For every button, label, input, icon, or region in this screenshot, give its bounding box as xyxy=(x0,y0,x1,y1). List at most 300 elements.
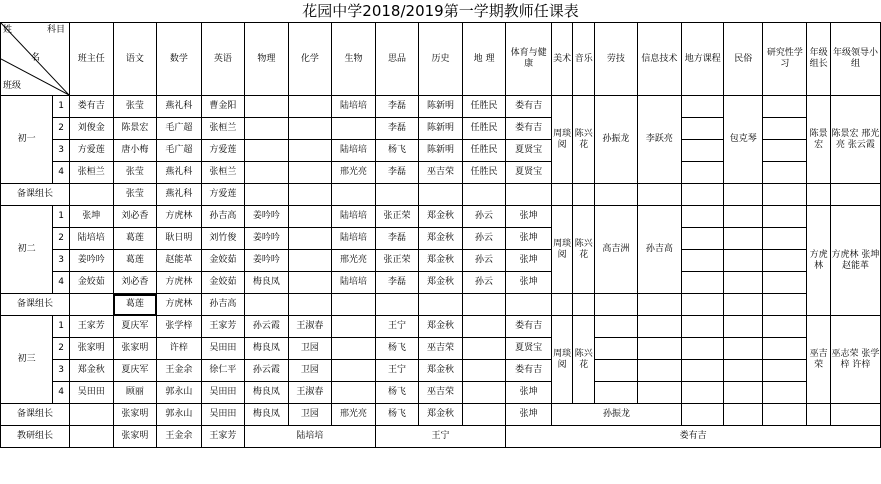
cell xyxy=(70,294,114,316)
cell-selected[interactable]: 葛莲 xyxy=(113,294,157,316)
table-row xyxy=(1,250,881,272)
table-row xyxy=(1,96,881,118)
cell xyxy=(637,184,682,206)
cell: 张莹 xyxy=(113,96,157,118)
prep-row-grade3 xyxy=(1,404,881,426)
cell: 李磊 xyxy=(375,272,419,294)
cell xyxy=(682,404,724,426)
cell xyxy=(763,206,807,228)
grade3-team: 巫志荣 张学梓 许梓 xyxy=(830,316,880,404)
cell xyxy=(682,162,724,184)
cell: 孙吉高 xyxy=(201,206,245,228)
cell xyxy=(724,228,763,250)
prep-label: 备课组长 xyxy=(1,404,70,426)
class-number: 4 xyxy=(53,162,70,184)
grade1-labor: 孙振龙 xyxy=(595,96,638,184)
cell: 王宁 xyxy=(375,316,419,338)
cell xyxy=(830,184,880,206)
cell xyxy=(763,360,807,382)
cell xyxy=(462,382,506,404)
cell xyxy=(245,294,289,316)
table-row xyxy=(1,228,881,250)
cell: 陆培培 xyxy=(70,228,114,250)
cell: 张坤 xyxy=(506,206,551,228)
cell xyxy=(724,294,763,316)
header-it: 信息技术 xyxy=(637,23,682,96)
cell: 梅良凤 xyxy=(245,338,289,360)
cell xyxy=(595,184,638,206)
cell: 刘必香 xyxy=(113,272,157,294)
class-number: 2 xyxy=(53,228,70,250)
cell: 张坤 xyxy=(506,404,551,426)
cell: 孙吉高 xyxy=(201,294,245,316)
sheet-title: 花园中学2018/2019第一学期教师任课表 xyxy=(302,2,579,20)
cell xyxy=(682,338,724,360)
cell: 陆培培 xyxy=(332,272,376,294)
cell xyxy=(288,96,332,118)
cell xyxy=(462,360,506,382)
cell: 姜吟吟 xyxy=(245,250,289,272)
cell: 徐仁平 xyxy=(201,360,245,382)
cell xyxy=(763,96,807,118)
cell: 巫吉荣 xyxy=(419,162,463,184)
cell: 张莹 xyxy=(113,162,157,184)
cell: 杨飞 xyxy=(375,338,419,360)
cell: 陆培培 xyxy=(332,228,376,250)
cell: 张桓兰 xyxy=(201,162,245,184)
header-biology: 生物 xyxy=(332,23,376,96)
cell: 邢光亮 xyxy=(332,250,376,272)
cell: 张坤 xyxy=(506,382,551,404)
class-number: 2 xyxy=(53,118,70,140)
cell: 孙云 xyxy=(462,272,506,294)
cell: 孙振龙 xyxy=(551,404,681,426)
grade1-music: 陈兴花 xyxy=(573,96,595,184)
cell xyxy=(637,360,682,382)
cell xyxy=(332,360,376,382)
table-row xyxy=(1,316,881,338)
cell: 张莹 xyxy=(113,184,157,206)
cell xyxy=(419,184,463,206)
cell: 王宁 xyxy=(375,360,419,382)
class-number: 3 xyxy=(53,360,70,382)
cell: 巫吉荣 xyxy=(419,382,463,404)
cell: 陆培培 xyxy=(332,206,376,228)
table-row xyxy=(1,360,881,382)
table-row xyxy=(1,272,881,294)
cell: 梅良凤 xyxy=(245,272,289,294)
cell xyxy=(682,184,724,206)
header-english: 英语 xyxy=(201,23,245,96)
cell xyxy=(375,294,419,316)
header-music: 音乐 xyxy=(573,23,595,96)
cell: 任胜民 xyxy=(462,140,506,162)
cell: 卫园 xyxy=(288,360,332,382)
header-folk: 民俗 xyxy=(724,23,763,96)
cell: 赵能革 xyxy=(157,250,202,272)
cell xyxy=(595,316,638,338)
cell: 孙云霞 xyxy=(245,316,289,338)
cell xyxy=(724,184,763,206)
cell: 燕礼科 xyxy=(157,162,202,184)
corner-class: 班级 xyxy=(3,81,22,91)
cell: 姜吟吟 xyxy=(245,228,289,250)
header-pe: 体育与健康 xyxy=(506,23,551,96)
cell: 金姣茹 xyxy=(201,250,245,272)
class-number: 3 xyxy=(53,250,70,272)
cell xyxy=(462,404,506,426)
cell xyxy=(375,184,419,206)
cell xyxy=(288,294,332,316)
cell xyxy=(288,140,332,162)
grade3-music: 陈兴花 xyxy=(573,316,595,404)
cell xyxy=(763,404,807,426)
cell xyxy=(70,184,114,206)
cell xyxy=(682,118,724,140)
cell: 许梓 xyxy=(157,338,202,360)
grade3-label: 初三 xyxy=(1,316,53,404)
cell: 陈新明 xyxy=(419,96,463,118)
cell xyxy=(70,404,114,426)
cell xyxy=(462,184,506,206)
cell xyxy=(682,140,724,162)
cell: 邢光亮 xyxy=(332,162,376,184)
header-labor: 劳技 xyxy=(595,23,638,96)
grade1-team: 陈景宏 邢光亮 张云霞 xyxy=(830,96,880,184)
cell: 夏贤宝 xyxy=(506,338,551,360)
cell: 郑金秋 xyxy=(70,360,114,382)
cell: 张家明 xyxy=(113,404,157,426)
cell: 娄有吉 xyxy=(506,316,551,338)
cell: 卫园 xyxy=(288,404,332,426)
cell xyxy=(763,162,807,184)
cell: 郭永山 xyxy=(157,382,202,404)
header-grade-team: 年级领导小组 xyxy=(830,23,880,96)
cell xyxy=(763,140,807,162)
corner-header xyxy=(1,23,70,96)
cell xyxy=(506,184,551,206)
cell xyxy=(332,118,376,140)
cell: 顾丽 xyxy=(113,382,157,404)
cell: 郭永山 xyxy=(157,404,202,426)
cell xyxy=(763,294,807,316)
prep-label: 备课组长 xyxy=(1,294,70,316)
grade1-art: 周琰阅 xyxy=(551,96,573,184)
cell xyxy=(637,382,682,404)
class-number: 4 xyxy=(53,382,70,404)
cell: 娄有吉 xyxy=(506,96,551,118)
cell: 夏庆军 xyxy=(113,360,157,382)
grade2-art: 周琰阅 xyxy=(551,206,573,294)
cell xyxy=(830,404,880,426)
grade1-label: 初一 xyxy=(1,96,53,184)
cell xyxy=(682,250,724,272)
grade2-music: 陈兴花 xyxy=(573,206,595,294)
cell xyxy=(288,118,332,140)
grade1-it: 李跃亮 xyxy=(637,96,682,184)
cell: 毛广超 xyxy=(157,118,202,140)
cell: 任胜民 xyxy=(462,118,506,140)
cell xyxy=(724,272,763,294)
header-local-course: 地方课程 xyxy=(682,23,724,96)
cell: 张桓兰 xyxy=(201,118,245,140)
cell: 夏贤宝 xyxy=(506,140,551,162)
cell xyxy=(807,184,831,206)
cell: 郑金秋 xyxy=(419,316,463,338)
cell xyxy=(551,294,573,316)
grade2-it: 孙吉高 xyxy=(637,206,682,294)
cell: 方虎林 xyxy=(157,206,202,228)
cell xyxy=(245,162,289,184)
cell xyxy=(682,294,724,316)
prep-row-grade1 xyxy=(1,184,881,206)
cell: 刘必香 xyxy=(113,206,157,228)
cell: 刘竹俊 xyxy=(201,228,245,250)
cell xyxy=(419,294,463,316)
cell xyxy=(724,250,763,272)
grade2-team: 方虎林 张坤 赵能革 xyxy=(830,206,880,316)
cell: 王金余 xyxy=(157,426,202,448)
cell: 葛莲 xyxy=(113,228,157,250)
cell: 娄有吉 xyxy=(506,118,551,140)
header-chemistry: 化学 xyxy=(288,23,332,96)
cell xyxy=(595,294,638,316)
cell: 梅良凤 xyxy=(245,404,289,426)
cell xyxy=(332,382,376,404)
cell: 金姣茹 xyxy=(70,272,114,294)
cell xyxy=(682,272,724,294)
cell: 张家明 xyxy=(70,338,114,360)
cell: 李磊 xyxy=(375,118,419,140)
cell: 任胜民 xyxy=(462,96,506,118)
cell: 吴田田 xyxy=(70,382,114,404)
cell: 姜吟吟 xyxy=(70,250,114,272)
cell xyxy=(332,338,376,360)
prep-label: 备课组长 xyxy=(1,184,70,206)
header-geography: 地 理 xyxy=(462,23,506,96)
cell xyxy=(551,184,573,206)
class-number: 2 xyxy=(53,338,70,360)
cell: 夏庆军 xyxy=(113,316,157,338)
cell xyxy=(332,294,376,316)
cell xyxy=(288,162,332,184)
cell: 郑金秋 xyxy=(419,404,463,426)
cell xyxy=(332,184,376,206)
cell: 王家芳 xyxy=(201,316,245,338)
cell xyxy=(462,316,506,338)
cell: 毛广超 xyxy=(157,140,202,162)
cell: 方爱莲 xyxy=(201,140,245,162)
cell: 郑金秋 xyxy=(419,272,463,294)
cell xyxy=(682,316,724,338)
cell: 姜吟吟 xyxy=(245,206,289,228)
cell: 娄有吉 xyxy=(70,96,114,118)
cell xyxy=(724,404,763,426)
header-row xyxy=(1,23,881,96)
cell: 孙云 xyxy=(462,228,506,250)
cell: 燕礼科 xyxy=(157,96,202,118)
cell: 陈新明 xyxy=(419,118,463,140)
cell: 刘俊金 xyxy=(70,118,114,140)
cell: 娄有吉 xyxy=(506,426,881,448)
cell: 方爱莲 xyxy=(70,140,114,162)
cell: 陆培培 xyxy=(332,140,376,162)
cell: 王宁 xyxy=(375,426,506,448)
header-chinese: 语文 xyxy=(113,23,157,96)
research-row xyxy=(1,426,881,448)
cell xyxy=(288,272,332,294)
cell: 方虎林 xyxy=(157,294,202,316)
class-number: 1 xyxy=(53,206,70,228)
cell xyxy=(682,382,724,404)
cell: 张家明 xyxy=(113,338,157,360)
class-number: 4 xyxy=(53,272,70,294)
cell xyxy=(573,294,595,316)
cell xyxy=(595,382,638,404)
cell xyxy=(462,338,506,360)
cell xyxy=(573,184,595,206)
cell: 邢光亮 xyxy=(332,404,376,426)
cell: 杨飞 xyxy=(375,140,419,162)
prep-row-grade2 xyxy=(1,294,881,316)
cell xyxy=(763,338,807,360)
cell xyxy=(595,360,638,382)
cell: 张家明 xyxy=(113,426,157,448)
cell xyxy=(807,404,831,426)
grade1-leader: 陈景宏 xyxy=(807,96,831,184)
cell xyxy=(682,360,724,382)
cell: 李磊 xyxy=(375,96,419,118)
cell: 孙云 xyxy=(462,250,506,272)
cell: 李磊 xyxy=(375,162,419,184)
cell: 王金余 xyxy=(157,360,202,382)
class-number: 1 xyxy=(53,96,70,118)
cell: 张坤 xyxy=(70,206,114,228)
cell: 卫园 xyxy=(288,338,332,360)
cell xyxy=(724,382,763,404)
cell xyxy=(763,118,807,140)
cell: 孙云霞 xyxy=(245,360,289,382)
header-physics: 物理 xyxy=(245,23,289,96)
cell xyxy=(763,184,807,206)
table-row xyxy=(1,338,881,360)
cell xyxy=(332,316,376,338)
cell xyxy=(245,118,289,140)
cell: 娄有吉 xyxy=(506,360,551,382)
header-politics: 思品 xyxy=(375,23,419,96)
cell: 李磊 xyxy=(375,228,419,250)
cell xyxy=(70,426,114,448)
table-row xyxy=(1,206,881,228)
cell: 吴田田 xyxy=(201,338,245,360)
cell: 王家芳 xyxy=(70,316,114,338)
cell: 郑金秋 xyxy=(419,206,463,228)
header-history: 历史 xyxy=(419,23,463,96)
cell: 郑金秋 xyxy=(419,250,463,272)
cell: 耿日明 xyxy=(157,228,202,250)
cell: 曹金阳 xyxy=(201,96,245,118)
header-research: 研究性学习 xyxy=(763,23,807,96)
grade2-leader: 方虎林 xyxy=(807,206,831,316)
cell xyxy=(245,140,289,162)
cell: 王淑春 xyxy=(288,382,332,404)
cell: 梅良凤 xyxy=(245,382,289,404)
cell xyxy=(288,184,332,206)
cell: 唐小梅 xyxy=(113,140,157,162)
cell xyxy=(763,228,807,250)
cell: 杨飞 xyxy=(375,382,419,404)
cell: 陆培培 xyxy=(245,426,376,448)
header-homeroom: 班主任 xyxy=(70,23,114,96)
cell xyxy=(637,338,682,360)
header-art: 美术 xyxy=(551,23,573,96)
cell xyxy=(682,206,724,228)
cell xyxy=(724,206,763,228)
cell: 郑金秋 xyxy=(419,360,463,382)
cell: 王家芳 xyxy=(201,426,245,448)
corner-name: 名 xyxy=(31,53,41,63)
cell xyxy=(724,338,763,360)
cell: 张学梓 xyxy=(157,316,202,338)
grade3-art: 周琰阅 xyxy=(551,316,573,404)
cell: 杨飞 xyxy=(375,404,419,426)
cell xyxy=(763,272,807,294)
cell: 金姣茹 xyxy=(201,272,245,294)
teacher-assignment-table xyxy=(0,22,881,448)
cell xyxy=(245,96,289,118)
cell: 张桓兰 xyxy=(70,162,114,184)
cell: 葛莲 xyxy=(113,250,157,272)
cell xyxy=(763,250,807,272)
cell xyxy=(763,316,807,338)
cell xyxy=(595,338,638,360)
cell: 巫吉荣 xyxy=(419,338,463,360)
cell xyxy=(288,206,332,228)
header-grade-leader: 年级组长 xyxy=(807,23,831,96)
cell: 张正荣 xyxy=(375,206,419,228)
cell: 张正荣 xyxy=(375,250,419,272)
cell: 郑金秋 xyxy=(419,228,463,250)
cell: 张坤 xyxy=(506,250,551,272)
grade2-label: 初二 xyxy=(1,206,53,294)
cell xyxy=(682,96,724,118)
corner-surname: 姓 xyxy=(3,25,13,35)
cell: 张坤 xyxy=(506,228,551,250)
cell xyxy=(724,316,763,338)
cell xyxy=(637,294,682,316)
cell: 方虎林 xyxy=(157,272,202,294)
class-number: 3 xyxy=(53,140,70,162)
cell: 陈景宏 xyxy=(113,118,157,140)
corner-subject: 科目 xyxy=(47,25,66,35)
cell xyxy=(637,316,682,338)
cell xyxy=(724,360,763,382)
cell: 夏贤宝 xyxy=(506,162,551,184)
cell: 燕礼科 xyxy=(157,184,202,206)
cell xyxy=(462,294,506,316)
cell: 陈新明 xyxy=(419,140,463,162)
header-math: 数学 xyxy=(157,23,202,96)
class-number: 1 xyxy=(53,316,70,338)
research-label: 教研组长 xyxy=(1,426,70,448)
cell: 张坤 xyxy=(506,272,551,294)
cell: 吴田田 xyxy=(201,404,245,426)
cell xyxy=(506,294,551,316)
grade1-folk: 包克琴 xyxy=(724,96,763,184)
cell xyxy=(682,228,724,250)
cell: 吴田田 xyxy=(201,382,245,404)
cell: 孙云 xyxy=(462,206,506,228)
